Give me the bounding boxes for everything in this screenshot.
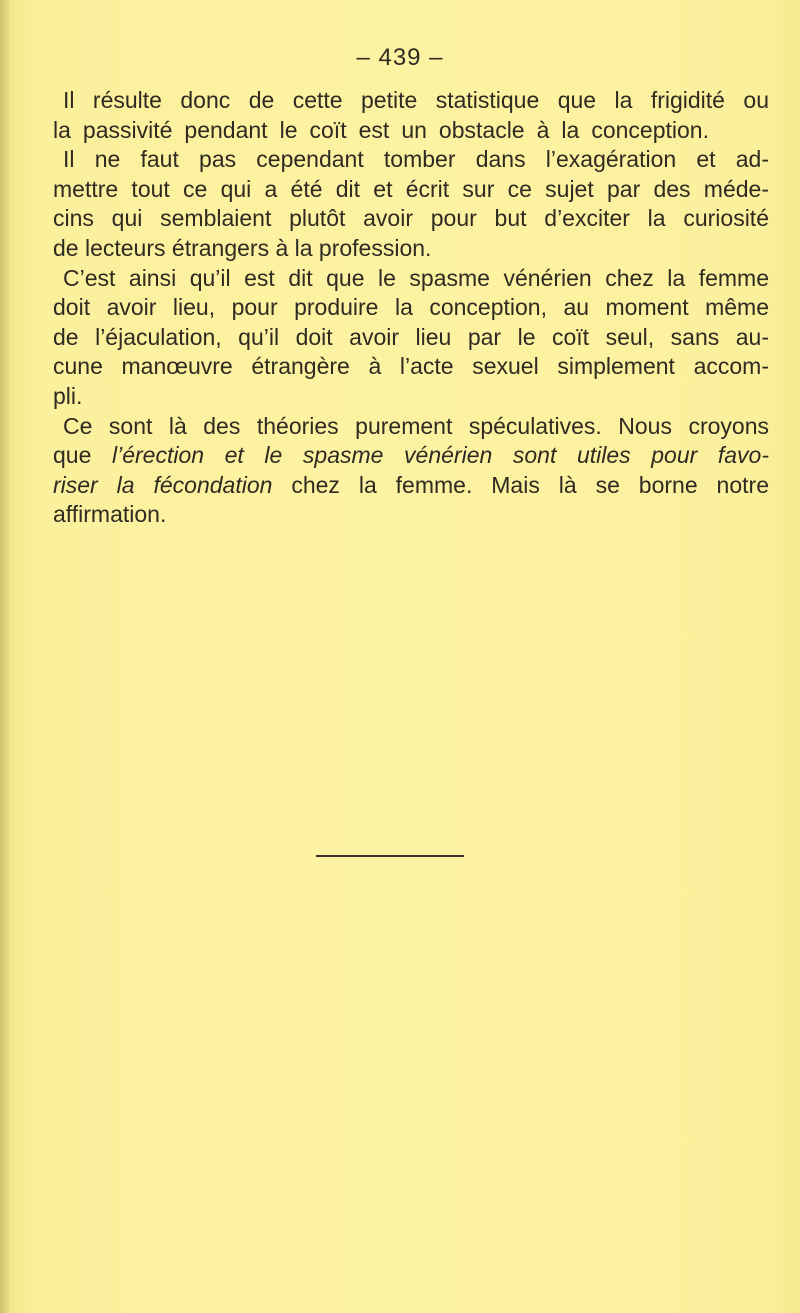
text-line: pli. bbox=[53, 382, 83, 409]
text-line: Il résulte donc de cette petite statistique que la frigidité ou bbox=[63, 87, 769, 113]
text-segment: chez la femme. Mais là se borne notre bbox=[272, 471, 769, 498]
page-number: – 439 – bbox=[356, 44, 444, 71]
text-line bbox=[53, 471, 769, 501]
text-line: C’est ainsi qu’il est dit que le spasme vénérien chez la femme bbox=[63, 264, 769, 291]
text-line bbox=[53, 441, 769, 471]
text-line: de l’éjaculation, qu’il doit avoir lieu par le coït seul, sans au- bbox=[53, 323, 769, 350]
text-line: cune manœuvre étrangère à l’acte sexuel simplement accom- bbox=[53, 353, 769, 380]
end-rule bbox=[316, 855, 464, 857]
text-line: Ce sont là des théories purement spéculatives. Nous croyons bbox=[63, 412, 769, 439]
text-line: la passivité pendant le coït est un obstacle à la conception. bbox=[53, 116, 709, 143]
italic-phrase: l’érection et le spasme vénérien sont utiles pour favo- bbox=[111, 442, 770, 469]
body-text bbox=[53, 86, 769, 530]
text-segment: que bbox=[53, 442, 112, 469]
text-line: de lecteurs étrangers à la profession. bbox=[53, 234, 432, 261]
text-line: doit avoir lieu, pour produire la conception, au moment même bbox=[53, 294, 769, 321]
text-line: affirmation. bbox=[53, 501, 167, 528]
italic-phrase: riser la fécondation bbox=[53, 471, 273, 498]
text-line: cins qui semblaient plutôt avoir pour but d’exciter la curiosité bbox=[53, 205, 769, 232]
text-line: mettre tout ce qui a été dit et écrit sur ce sujet par des méde- bbox=[53, 175, 769, 202]
text-line: Il ne faut pas cependant tomber dans l’exagération et ad- bbox=[63, 146, 769, 173]
page-binding-edge bbox=[0, 0, 10, 1313]
